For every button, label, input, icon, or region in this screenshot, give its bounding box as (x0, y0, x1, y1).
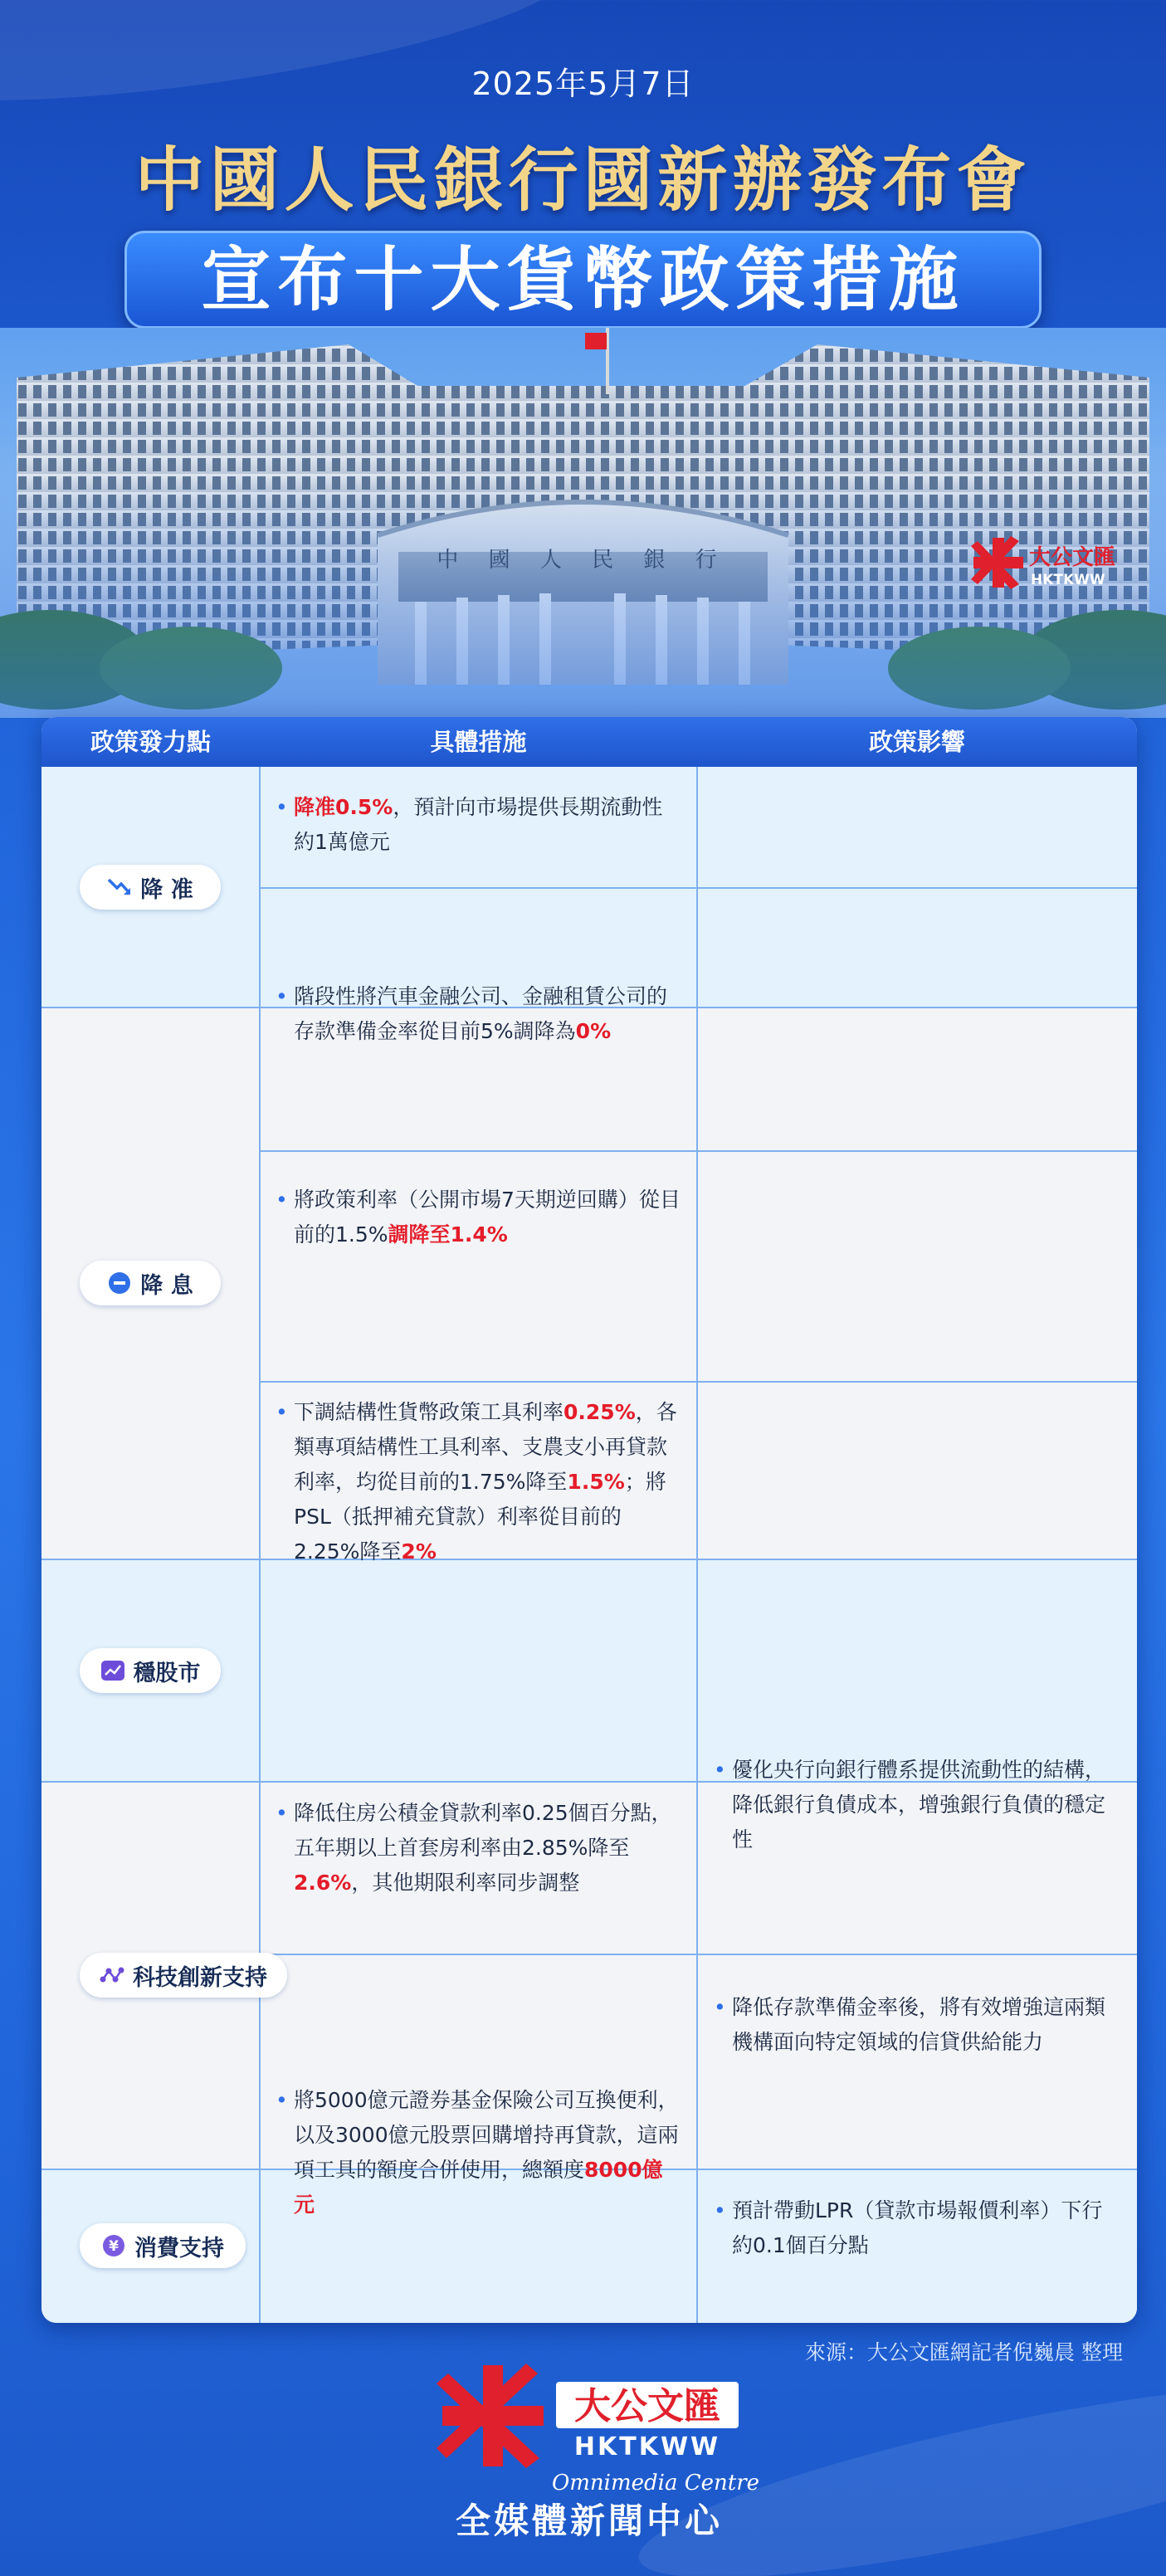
source-credit: 來源：大公文匯網記者倪巍晨 整理 (805, 2340, 1123, 2364)
column-divider (259, 767, 261, 2323)
highlight-figure: 調降至1.4% (388, 1222, 508, 1247)
highlight-figure: 0% (575, 1019, 612, 1043)
yen-coin-icon (101, 2233, 126, 2258)
row-divider (259, 1381, 1137, 1383)
impact-cell: • 降低存款準備金率後，將有效增強這兩類機構面向特定領域的信貸供給能力 (714, 1990, 1120, 2060)
pboc-building-illustration (0, 328, 1166, 718)
column-divider (696, 767, 698, 2323)
measure-text: 將政策利率（公開市場7天期逆回購）從目前的1.5% (294, 1188, 681, 1247)
brand-name-cn: 大公文匯 (574, 2385, 720, 2427)
category-label: 消費支持 (134, 2235, 224, 2261)
measure-cell (276, 1796, 682, 1900)
headline-line-1: 中國人民銀行國新辦發布會 (134, 139, 1032, 221)
measure-text: 下調結構性貨幣政策工具利率 (294, 1400, 564, 1424)
highlight-figure: 1.5% (567, 1470, 625, 1494)
headline-banner (124, 231, 1042, 329)
impact-cell: • 預計帶動LPR（貸款市場報價利率）下行約0.1個百分點 (714, 2193, 1120, 2263)
category-rate-cut (80, 1261, 221, 1305)
measure-cell (276, 979, 682, 1049)
category-stock-market (80, 1648, 221, 1693)
category-tech-innovation (80, 1953, 287, 1998)
brand-centre-en: Omnimedia Centre (551, 2471, 760, 2496)
row-divider (259, 1954, 1137, 1955)
brand-name-en-small: HKTKWW (1031, 572, 1105, 588)
category-consumption (80, 2223, 246, 2268)
policy-table (41, 717, 1137, 2323)
measure-cell (276, 1183, 682, 1252)
network-nodes-icon (100, 1963, 124, 1988)
category-label: 穩股市 (133, 1660, 201, 1686)
brand-centre-cn: 全媒體新聞中心 (455, 2500, 724, 2541)
category-label: 降 准 (140, 876, 193, 903)
measure-text: ，各類專項結構性工具利率、支農支小再貸款利率，均從目前的1.75%降至 (294, 1400, 677, 1494)
highlight-figure: 2% (401, 1539, 437, 1564)
measure-text: 將5000億元證券基金保險公司互換便利，以及3000億元股票回購增持再貸款，這兩項工具的額度合併使用，總額度 (294, 2088, 679, 2182)
svg-text:¥: ¥ (109, 2238, 119, 2255)
table-header (41, 717, 1137, 767)
chart-up-icon (100, 1658, 125, 1683)
measure-cell (276, 790, 682, 860)
highlight-figure: 降准0.5% (294, 795, 393, 819)
measure-text: 降低住房公積金貸款利率0.25個百分點，五年期以上首套房利率由2.85%降至 (294, 1801, 672, 1860)
minus-circle-icon (107, 1271, 132, 1295)
highlight-figure: 2.6% (294, 1871, 352, 1895)
headline-line-2: 宣布十大貨幣政策措施 (201, 239, 965, 320)
header-impact: 政策影響 (868, 728, 965, 756)
measure-text: ；將PSL（抵押補充貸款）利率從目前的2.25%降至 (294, 1470, 666, 1564)
category-label: 降 息 (140, 1272, 193, 1299)
measure-cell (276, 1395, 682, 1569)
hktkww-omnimedia-logo (415, 2357, 764, 2548)
hktkww-logo-small (969, 531, 1135, 594)
measure-text: 階段性將汽車金融公司、金融租賃公司的存款準備金率從目前5%調降為 (294, 984, 668, 1043)
row-divider (259, 1150, 1137, 1152)
highlight-figure: 8000億元 (294, 2158, 663, 2217)
header-measures: 具體措施 (430, 728, 527, 756)
category-rrr-cut (80, 865, 221, 910)
row-divider (259, 887, 1137, 889)
brand-name-cn-small: 大公文匯 (1029, 545, 1116, 570)
header-focus: 政策發力點 (90, 728, 211, 756)
trend-down-icon (107, 875, 132, 900)
highlight-figure: 0.25% (563, 1400, 636, 1424)
category-label: 科技創新支持 (133, 1964, 267, 1991)
measure-cell (276, 2083, 682, 2222)
publish-date: 2025年5月7日 (471, 66, 695, 102)
measure-text: ，預計向市場提供長期流動性約1萬億元 (294, 795, 663, 854)
impact-cell: • 優化央行向銀行體系提供流動性的結構，降低銀行負債成本，增強銀行負債的穩定性 (714, 1753, 1120, 1857)
brand-name-en: HKTKWW (573, 2432, 721, 2461)
measure-text: ，其他期限利率同步調整 (351, 1871, 580, 1895)
